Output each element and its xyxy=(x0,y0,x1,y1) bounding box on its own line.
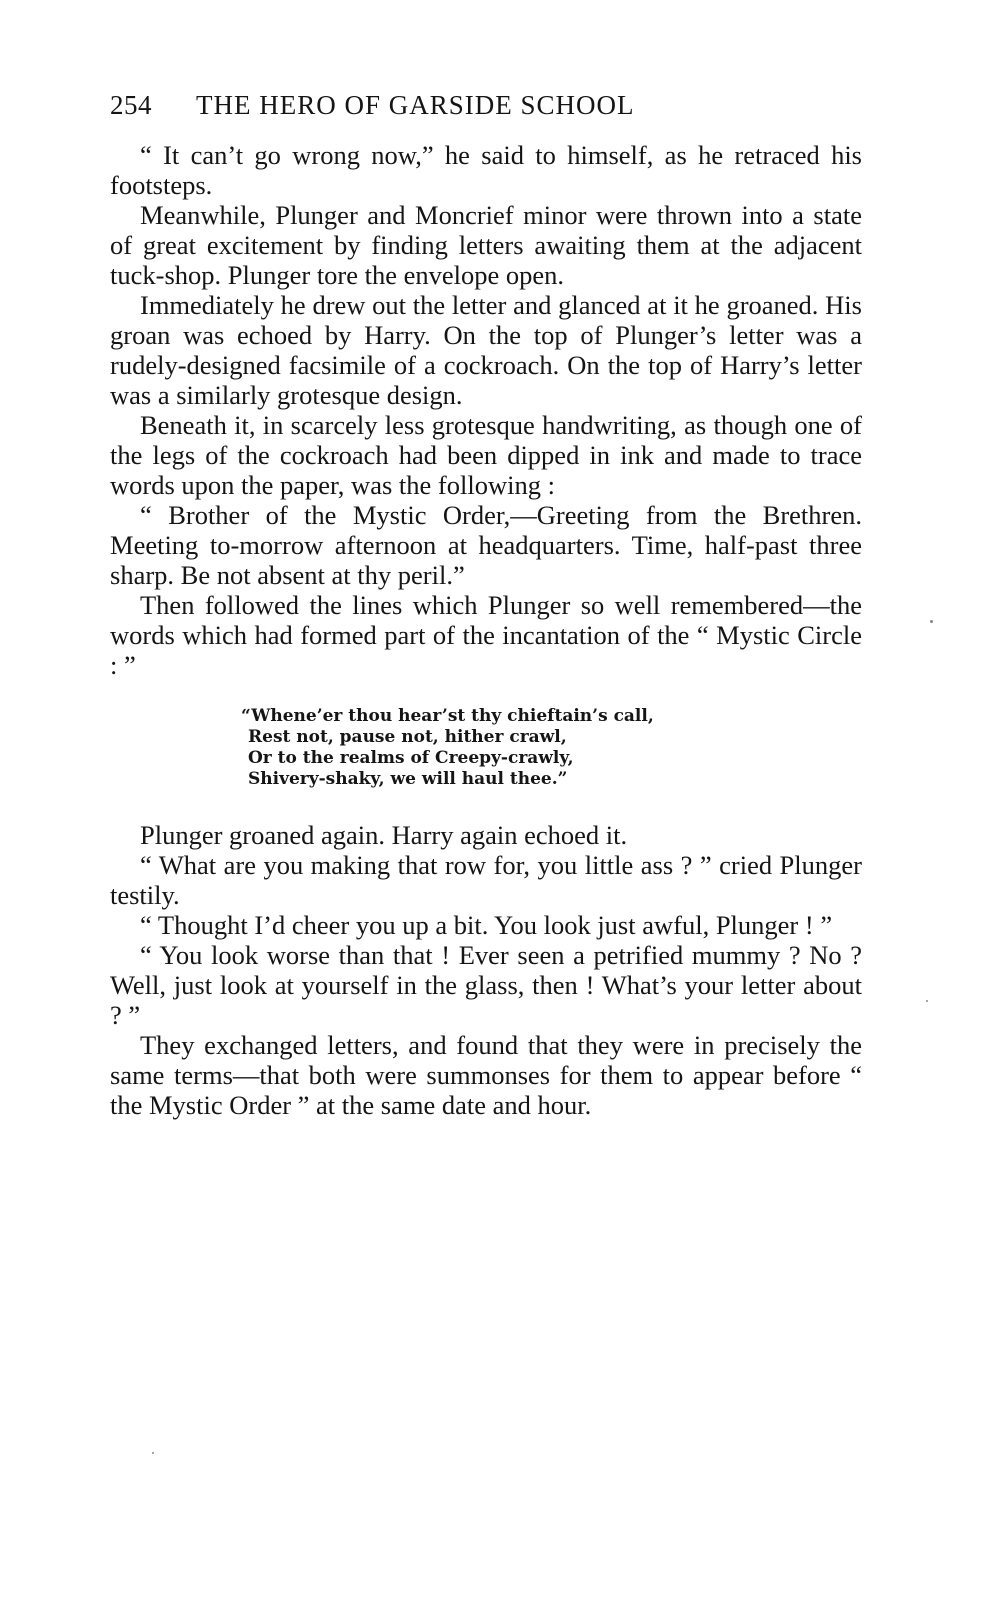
paragraph: “ What are you making that row for, you little ass ? ” cried Plunger testily. xyxy=(110,850,862,910)
page-header xyxy=(110,90,862,140)
book-page xyxy=(110,90,862,1120)
scan-speck xyxy=(930,620,933,623)
scan-speck xyxy=(926,1000,928,1002)
paragraph: “ You look worse than that ! Ever seen a petrified mummy ? No ? Well, just look at yourself in the glass, then ! What’s your letter about ? ” xyxy=(110,940,862,1030)
paragraph: “ Brother of the Mystic Order,—Greeting from the Brethren. Meeting to-morrow afternoon at headquarters. Time, half-past three sharp. Be not absent at thy peril.” xyxy=(110,500,862,590)
running-title: THE HERO OF GARSIDE SCHOOL xyxy=(196,90,635,120)
verse-line: Rest not, pause not, hither crawl, xyxy=(248,727,567,747)
paragraph: “ It can’t go wrong now,” he said to himself, as he retraced his footsteps. xyxy=(110,140,862,200)
paragraph: “ Thought I’d cheer you up a bit. You look just awful, Plunger ! ” xyxy=(140,910,833,940)
verse-block xyxy=(241,706,862,790)
paragraph: Beneath it, in scarcely less grotesque handwriting, as though one of the legs of the cockroach had been dipped in ink and made to trace words upon the paper, was the following : xyxy=(110,410,862,500)
body-text xyxy=(110,140,862,1120)
verse-line: Or to the realms of Creepy-crawly, xyxy=(248,748,574,768)
paragraph: Then followed the lines which Plunger so well remembered—the words which had formed part of the incantation of the “ Mystic Circle : ” xyxy=(110,590,862,680)
paragraph: Immediately he drew out the letter and glanced at it he groaned. His groan was echoed by Harry. On the top of Plunger’s letter was a rudely-designed facsimile of a cockroach. On the top of Harry’s letter was a similarly grotesque design. xyxy=(110,290,862,410)
page-number: 254 xyxy=(110,90,152,120)
paragraph: They exchanged letters, and found that they were in precisely the same terms—that both were summonses for them to appear before “ the Mystic Order ” at the same date and hour. xyxy=(110,1030,862,1120)
paragraph: Meanwhile, Plunger and Moncrief minor were thrown into a state of great excitement by finding letters awaiting them at the adjacent tuck-shop. Plunger tore the envelope open. xyxy=(110,200,862,290)
verse-line: Shivery-shaky, we will haul thee.” xyxy=(248,769,568,789)
verse-line: “Whene’er thou hear’st thy chieftain’s call, xyxy=(241,706,654,726)
scan-speck xyxy=(152,1452,154,1454)
paragraph: Plunger groaned again. Harry again echoed it. xyxy=(140,820,628,850)
